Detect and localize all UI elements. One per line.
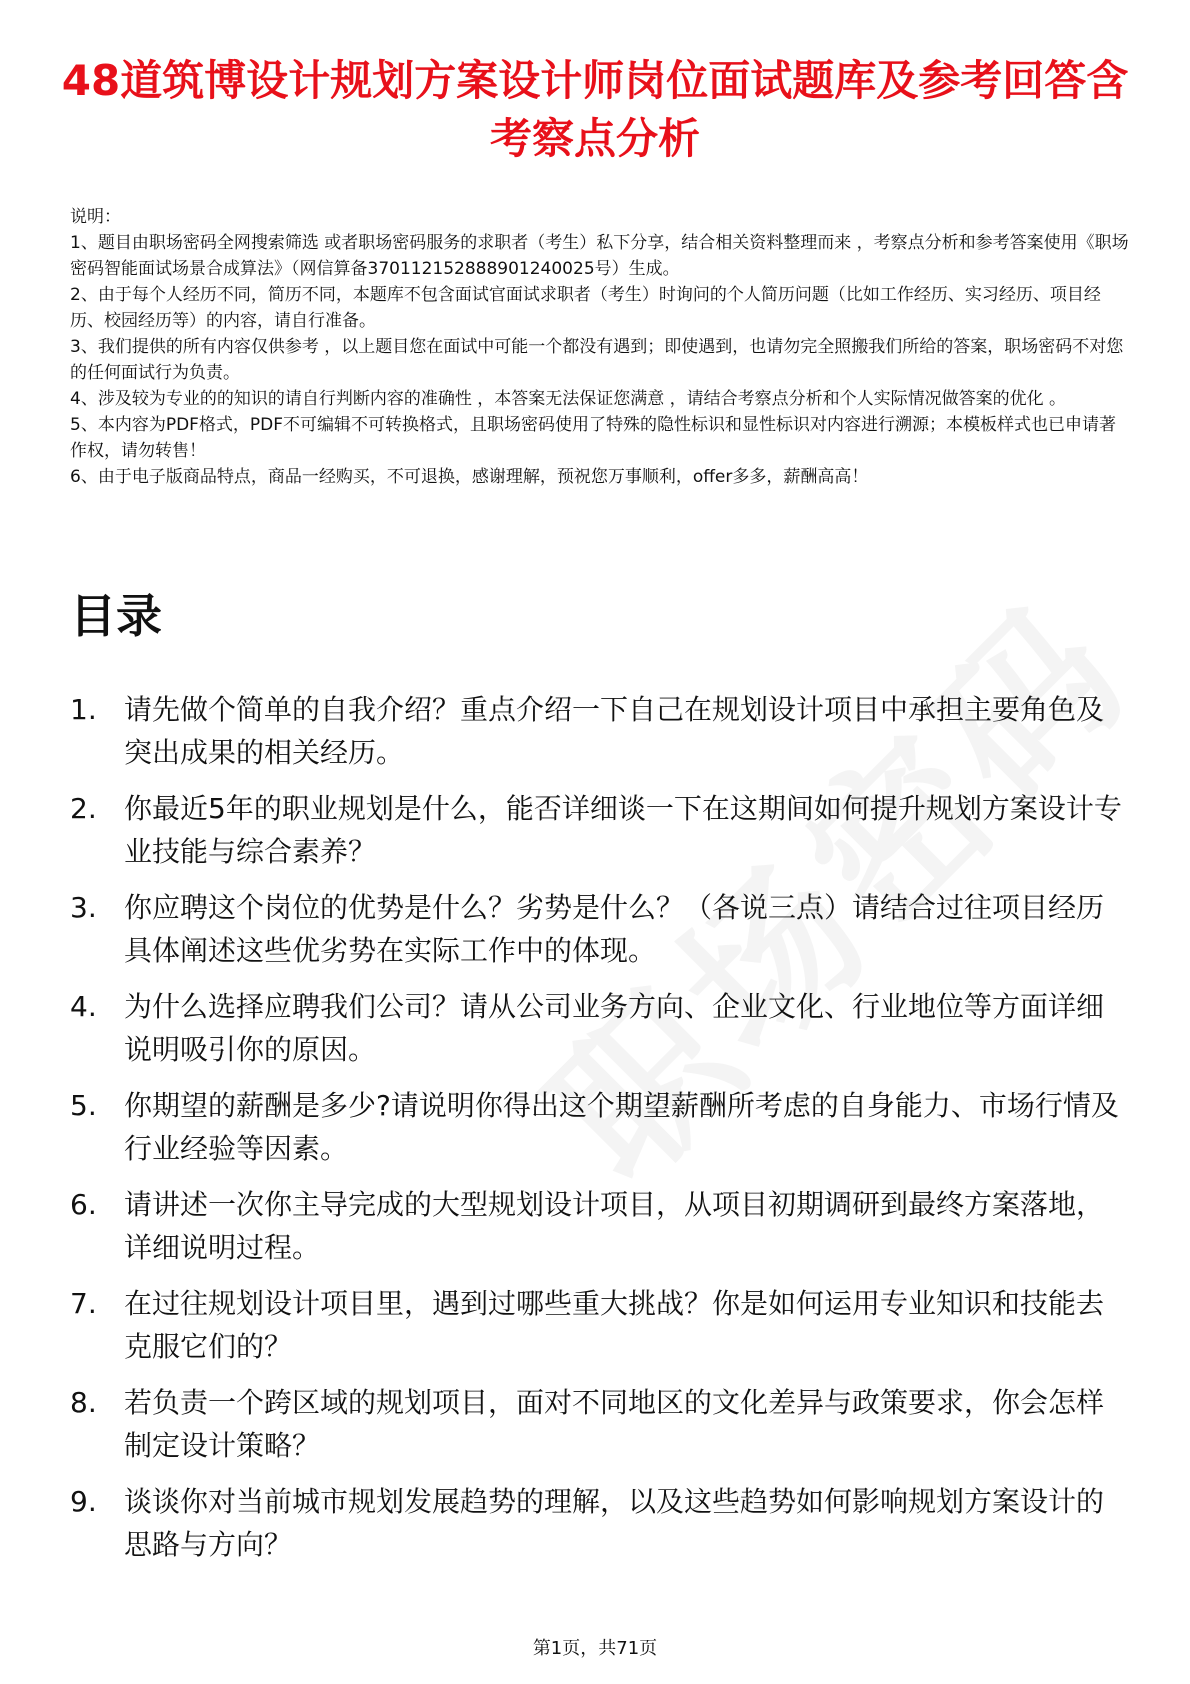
toc-list bbox=[70, 688, 1130, 1579]
toc-item-text: 在过往规划设计项目里，遇到过哪些重大挑战？你是如何运用专业知识和技能去克服它们的？ bbox=[124, 1287, 1105, 1363]
toc-item-text: 请讲述一次你主导完成的大型规划设计项目，从项目初期调研到最终方案落地，详细说明过程。 bbox=[124, 1188, 1105, 1264]
toc-item-text: 你最近5年的职业规划是什么，能否详细谈一下在这期间如何提升规划方案设计专业技能与综合素养？ bbox=[124, 792, 1122, 868]
page-footer: 第1页，共71页 bbox=[532, 1638, 658, 1659]
document-title: 48道筑博设计规划方案设计师岗位面试题库及参考回答含考察点分析 bbox=[61, 56, 1129, 163]
toc-item-text: 你应聘这个岗位的优势是什么？劣势是什么？（各说三点）请结合过往项目经历具体阐述这些优劣势在实际工作中的体现。 bbox=[124, 891, 1105, 967]
notes-heading: 说明： bbox=[70, 207, 121, 227]
toc-item-text: 请先做个简单的自我介绍？重点介绍一下自己在规划设计项目中承担主要角色及突出成果的相关经历。 bbox=[124, 693, 1105, 769]
toc-item[interactable] bbox=[70, 886, 1130, 972]
toc-item[interactable] bbox=[70, 1183, 1130, 1269]
toc-item-number: 6. bbox=[70, 1188, 97, 1221]
toc-item-text: 若负责一个跨区域的规划项目，面对不同地区的文化差异与政策要求，你会怎样制定设计策略？ bbox=[124, 1386, 1105, 1462]
note-item: 4、涉及较为专业的的知识的请自行判断内容的准确性 ，本答案无法保证您满意 ，请结合考察点分析和个人实际情况做答案的优化 。 bbox=[70, 389, 1067, 409]
note-item: 6、由于电子版商品特点，商品一经购买，不可退换，感谢理解，预祝您万事顺利，offer多多，薪酬高高！ bbox=[70, 467, 869, 487]
toc-item-text: 谈谈你对当前城市规划发展趋势的理解，以及这些趋势如何影响规划方案设计的思路与方向？ bbox=[124, 1485, 1105, 1561]
toc-item-number: 3. bbox=[70, 891, 97, 924]
toc-heading: 目录 bbox=[70, 589, 162, 643]
toc-item[interactable] bbox=[70, 688, 1130, 774]
toc-item-number: 4. bbox=[70, 990, 97, 1023]
toc-item[interactable] bbox=[70, 1084, 1130, 1170]
toc-item-text: 你期望的薪酬是多少?请说明你得出这个期望薪酬所考虑的自身能力、市场行情及行业经验等因素。 bbox=[124, 1089, 1119, 1165]
toc-item-number: 7. bbox=[70, 1287, 97, 1320]
toc-item-number: 2. bbox=[70, 792, 97, 825]
toc-item[interactable] bbox=[70, 787, 1130, 873]
toc-item-text: 为什么选择应聘我们公司？请从公司业务方向、企业文化、行业地位等方面详细说明吸引你的原因。 bbox=[124, 990, 1105, 1066]
note-item: 1、题目由职场密码全网搜索筛选 或者职场密码服务的求职者（考生）私下分享，结合相关资料整理而来 ，考察点分析和参考答案使用《职场密码智能面试场景合成算法》（网信算备370112152888901240025号）生成。 bbox=[70, 233, 1129, 279]
note-item: 5、本内容为PDF格式，PDF不可编辑不可转换格式，且职场密码使用了特殊的隐性标识和显性标识对内容进行溯源；本模板样式也已申请著作权，请勿转售！ bbox=[70, 415, 1117, 461]
toc-item-number: 9. bbox=[70, 1485, 97, 1518]
toc-item[interactable] bbox=[70, 985, 1130, 1071]
toc-item-number: 1. bbox=[70, 693, 97, 726]
toc-item[interactable] bbox=[70, 1282, 1130, 1368]
note-item: 2、由于每个人经历不同，简历不同，本题库不包含面试官面试求职者（考生）时询问的个人简历问题（比如工作经历、实习经历、项目经历、校园经历等）的内容，请自行准备。 bbox=[70, 285, 1101, 331]
note-item: 3、我们提供的所有内容仅供参考 ，以上题目您在面试中可能一个都没有遇到；即使遇到，也请勿完全照搬我们所给的答案，职场密码不对您的任何面试行为负责。 bbox=[70, 337, 1124, 383]
toc-item-number: 8. bbox=[70, 1386, 97, 1419]
toc-item[interactable] bbox=[70, 1480, 1130, 1566]
notes-section bbox=[70, 204, 1130, 490]
toc-item[interactable] bbox=[70, 1381, 1130, 1467]
toc-item-number: 5. bbox=[70, 1089, 97, 1122]
